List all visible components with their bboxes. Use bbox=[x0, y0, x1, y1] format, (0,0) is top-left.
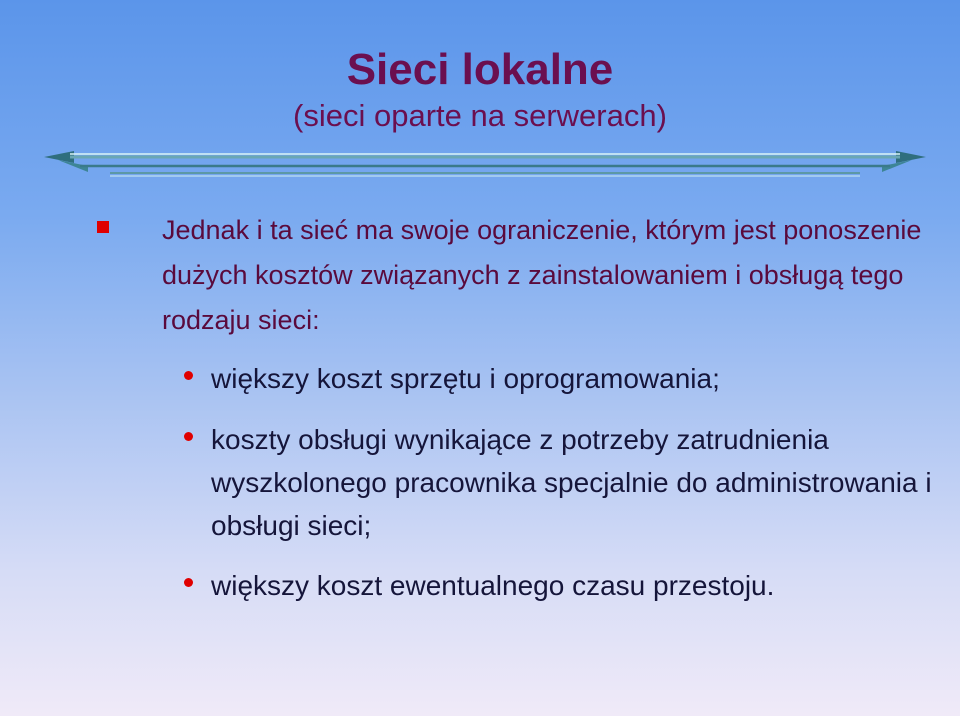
sub-point-text: większy koszt ewentualnego czasu przestoju. bbox=[211, 570, 775, 601]
square-bullet-icon bbox=[97, 221, 109, 233]
sub-point-text: koszty obsługi wynikające z potrzeby zatrudnienia wyszkolonego pracownika specjalnie do administrowania i obsługi sieci; bbox=[211, 424, 932, 541]
divider-right-arrowhead bbox=[896, 151, 926, 163]
round-bullet-icon bbox=[184, 371, 193, 380]
round-bullet-icon bbox=[184, 578, 193, 587]
list-item bbox=[180, 564, 940, 607]
round-bullet-icon bbox=[184, 432, 193, 441]
decorative-divider bbox=[40, 146, 930, 182]
list-item bbox=[180, 418, 940, 547]
sub-point-text: większy koszt sprzętu i oprogramowania; bbox=[211, 363, 720, 394]
divider-left-arrowhead bbox=[44, 151, 74, 163]
list-item bbox=[180, 357, 940, 400]
main-point-text: Jednak i ta sieć ma swoje ograniczenie, którym jest ponoszenie dużych kosztów związanych z zainstalowaniem i obsługą tego rodzaju sieci: bbox=[162, 215, 922, 335]
slide-subtitle: (sieci oparte na serwerach) bbox=[293, 98, 667, 133]
slide-title: Sieci lokalne bbox=[346, 45, 614, 94]
